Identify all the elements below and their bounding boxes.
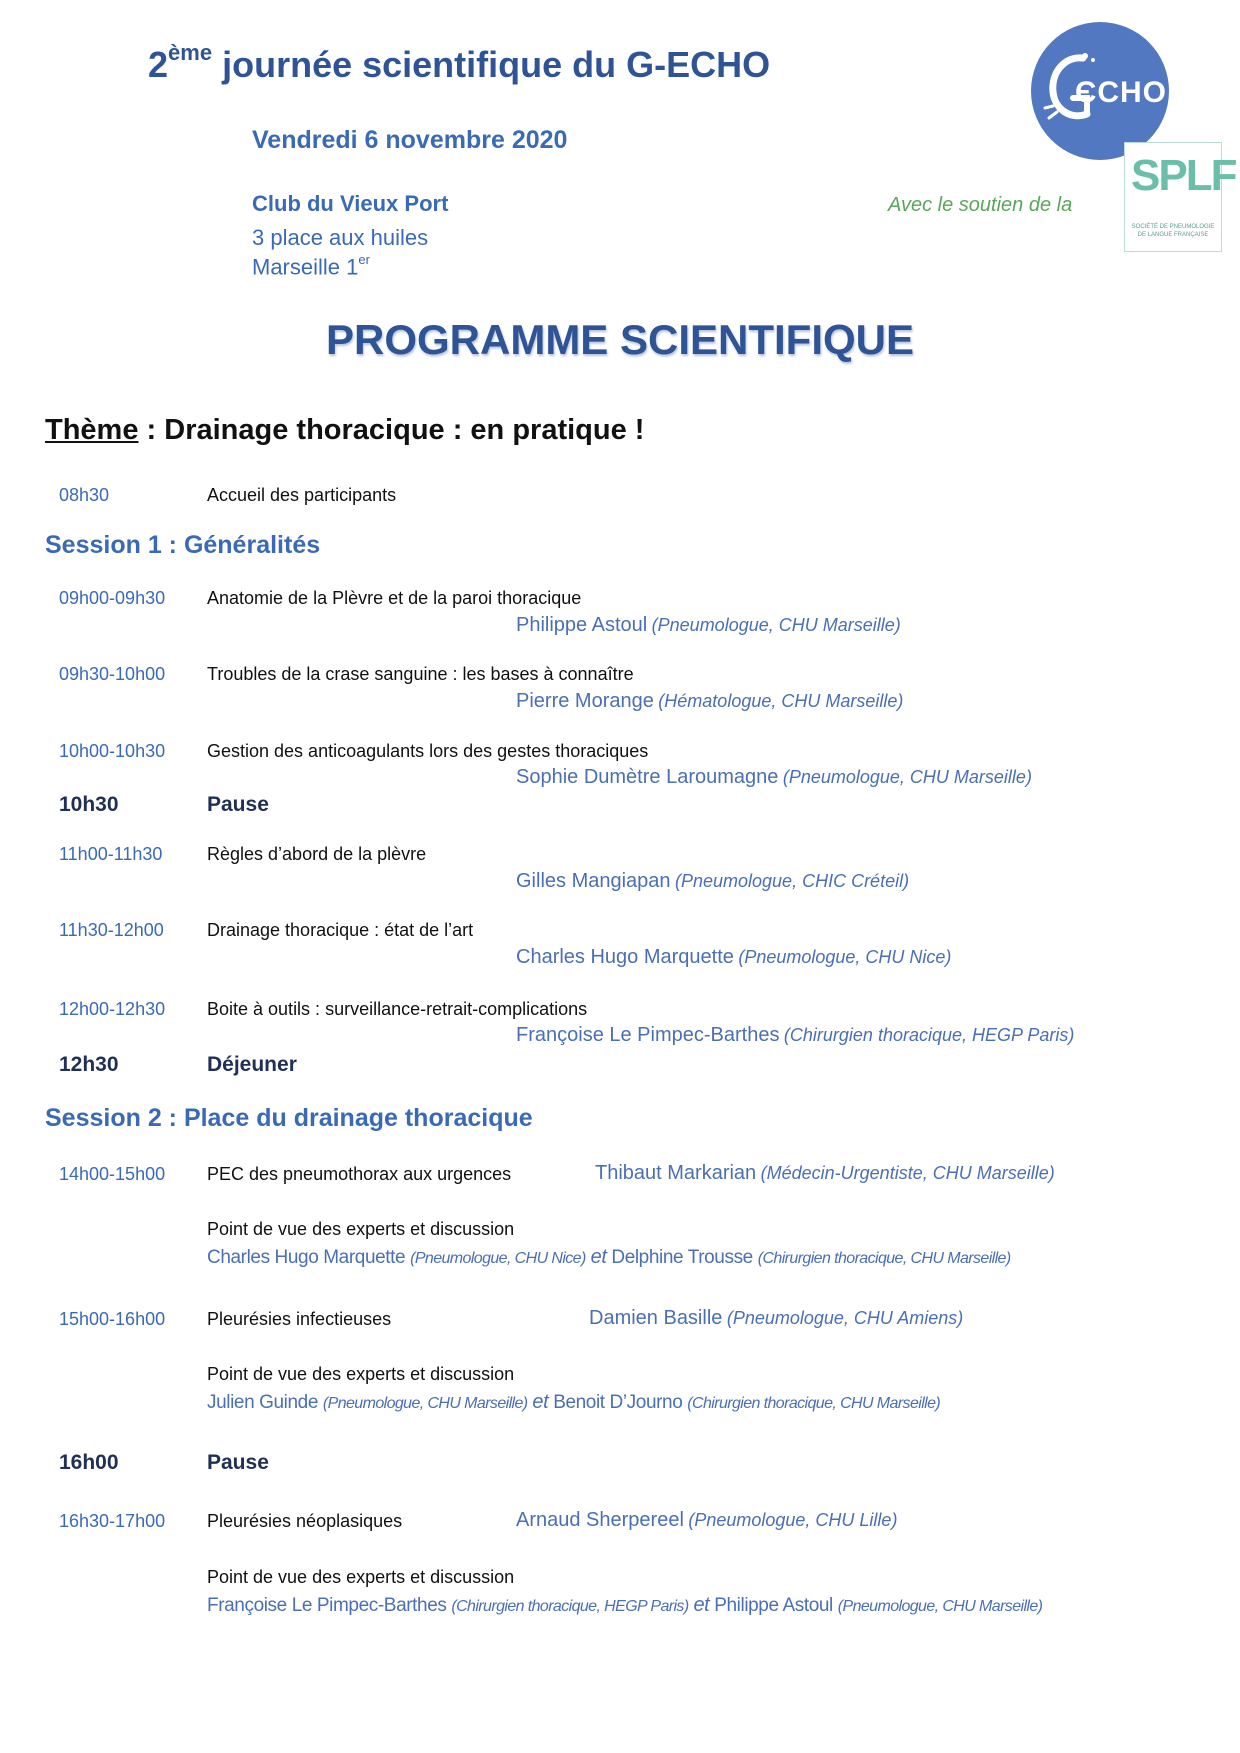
experts-label: Point de vue des experts et discussion — [207, 1567, 515, 1587]
talk-speaker-role: (Pneumologue, CHU Lille) — [688, 1510, 898, 1530]
talk-speaker-role: (Pneumologue, CHIC Créteil) — [674, 871, 910, 891]
venue-city: Marseille 1er — [252, 252, 370, 280]
talk-speaker-line — [516, 1509, 897, 1532]
talk-speaker: Arnaud Sherpereel — [516, 1509, 684, 1531]
experts-line — [207, 1391, 940, 1414]
talk-topic: Drainage thoracique : état de l’art — [207, 920, 474, 940]
expert-name: Françoise Le Pimpec-Barthes — [207, 1595, 447, 1616]
expert-name: Philippe Astoul — [714, 1595, 833, 1616]
talk-time: 15h00-16h00 — [59, 1309, 166, 1329]
talk-speaker-line — [516, 870, 909, 893]
gecho-logo — [1031, 22, 1169, 160]
pause-time: 16h00 — [59, 1451, 119, 1474]
talk-topic: PEC des pneumothorax aux urgences — [207, 1164, 512, 1184]
talk-time: 12h00-12h30 — [59, 999, 166, 1019]
talk-speaker-line — [589, 1307, 963, 1330]
talk-speaker: Charles Hugo Marquette — [516, 946, 734, 968]
talk-time: 11h00-11h30 — [59, 844, 163, 864]
talk-speaker: Pierre Morange — [516, 690, 654, 712]
talk-speaker-role: (Pneumologue, CHU Marseille) — [782, 767, 1032, 787]
session-1-title: Session 1 : Généralités — [45, 531, 321, 559]
talk-topic: Pleurésies néoplasiques — [207, 1511, 403, 1531]
talk-speaker-line — [516, 614, 901, 637]
splf-logo — [1124, 142, 1236, 252]
talk-speaker-line — [516, 946, 951, 969]
expert-name: Julien Guinde — [207, 1392, 318, 1413]
expert-role: (Pneumologue, CHU Marseille) — [837, 1598, 1043, 1615]
expert-role: (Chirurgien thoracique, CHU Marseille) — [687, 1395, 941, 1412]
experts-conjunction: et — [693, 1594, 710, 1616]
session-2-title: Session 2 : Place du drainage thoracique — [45, 1104, 533, 1132]
talk-speaker: Philippe Astoul — [516, 614, 648, 636]
splf-logo-caption: SOCIÉTÉ DE PNEUMOLOGIE DE LANGUE FRANÇAISE — [1131, 224, 1215, 238]
expert-name: Benoit D’Journo — [553, 1392, 683, 1413]
lunch-label: Déjeuner — [207, 1053, 297, 1076]
talk-topic: Pleurésies infectieuses — [207, 1309, 392, 1329]
theme-heading: Thème : Drainage thoracique : en pratique ! — [45, 414, 645, 446]
experts-line — [207, 1594, 1042, 1617]
talk-speaker-line — [595, 1162, 1055, 1185]
talk-time: 09h30-10h00 — [59, 664, 166, 684]
talk-topic: Règles d’abord de la plèvre — [207, 844, 427, 864]
welcome-topic: Accueil des participants — [207, 485, 397, 505]
talk-time: 16h30-17h00 — [59, 1511, 166, 1531]
talk-speaker: Gilles Mangiapan — [516, 870, 671, 892]
talk-speaker: Thibaut Markarian — [595, 1162, 757, 1184]
talk-time: 14h00-15h00 — [59, 1164, 166, 1184]
event-title: 2ème journée scientifique du G-ECHO — [148, 40, 771, 85]
talk-topic: Boite à outils : surveillance-retrait-complications — [207, 999, 588, 1019]
talk-speaker-role: (Pneumologue, CHU Amiens) — [726, 1308, 964, 1328]
talk-speaker-line — [516, 766, 1032, 789]
experts-label: Point de vue des experts et discussion — [207, 1219, 515, 1239]
expert-role: (Chirurgien thoracique, HEGP Paris) — [451, 1598, 689, 1615]
talk-topic: Troubles de la crase sanguine : les bases à connaître — [207, 664, 634, 684]
talk-speaker-role: (Médecin-Urgentiste, CHU Marseille) — [760, 1163, 1055, 1183]
splf-logo-mark: SPLF — [1131, 151, 1236, 200]
experts-conjunction: et — [532, 1391, 549, 1413]
support-text: Avec le soutien de la — [888, 194, 1073, 216]
talk-speaker-line — [516, 1024, 1074, 1047]
talk-speaker: Sophie Dumètre Laroumagne — [516, 766, 779, 788]
venue-name: Club du Vieux Port — [252, 191, 449, 216]
talk-topic: Anatomie de la Plèvre et de la paroi thoracique — [207, 588, 582, 608]
program-title: PROGRAMME SCIENTIFIQUE — [325, 316, 915, 363]
welcome-time: 08h30 — [59, 485, 110, 505]
experts-label: Point de vue des experts et discussion — [207, 1364, 515, 1384]
experts-conjunction: et — [590, 1246, 607, 1268]
talk-speaker-role: (Chirurgien thoracique, HEGP Paris) — [783, 1025, 1075, 1045]
venue-address: 3 place aux huiles — [252, 225, 429, 250]
gecho-logo-text: ЄCHO — [1075, 76, 1168, 109]
lunch-time: 12h30 — [59, 1053, 119, 1076]
expert-role: (Pneumologue, CHU Marseille) — [322, 1395, 528, 1412]
pause-label: Pause — [207, 793, 269, 816]
expert-name: Charles Hugo Marquette — [207, 1247, 406, 1268]
talk-time: 09h00-09h30 — [59, 588, 166, 608]
experts-line — [207, 1246, 1011, 1269]
expert-role: (Pneumologue, CHU Nice) — [410, 1250, 586, 1267]
talk-speaker: Françoise Le Pimpec-Barthes — [516, 1024, 780, 1046]
pause-label: Pause — [207, 1451, 269, 1474]
expert-name: Delphine Trousse — [611, 1247, 753, 1268]
talk-time: 11h30-12h00 — [59, 920, 164, 940]
talk-speaker-role: (Pneumologue, CHU Marseille) — [651, 615, 901, 635]
talk-speaker-line — [516, 690, 903, 713]
talk-speaker: Damien Basille — [589, 1307, 723, 1329]
event-date: Vendredi 6 novembre 2020 — [252, 126, 568, 154]
expert-role: (Chirurgien thoracique, CHU Marseille) — [757, 1250, 1011, 1267]
talk-speaker-role: (Hématologue, CHU Marseille) — [658, 691, 904, 711]
talk-time: 10h00-10h30 — [59, 741, 166, 761]
talk-speaker-role: (Pneumologue, CHU Nice) — [738, 947, 952, 967]
talk-topic: Gestion des anticoagulants lors des gestes thoraciques — [207, 741, 649, 761]
pause-time: 10h30 — [59, 793, 119, 816]
